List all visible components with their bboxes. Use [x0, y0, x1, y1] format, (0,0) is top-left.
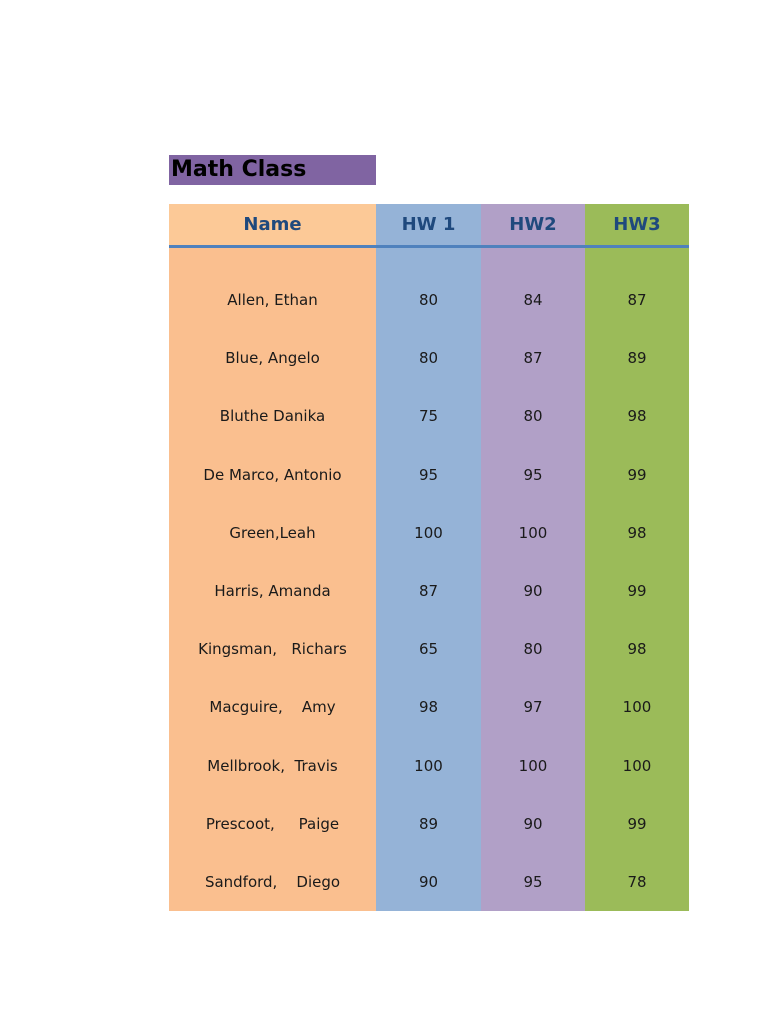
blank-row: [169, 248, 689, 271]
header-name[interactable]: Name: [169, 204, 376, 245]
student-name-cell[interactable]: Blue, Angelo: [169, 329, 376, 387]
header-hw1[interactable]: HW 1: [376, 204, 481, 245]
hw3-score-cell[interactable]: 100: [585, 737, 689, 795]
grades-table: [169, 204, 689, 911]
student-name-cell[interactable]: Prescoot, Paige: [169, 795, 376, 853]
hw2-score-cell[interactable]: 100: [481, 737, 585, 795]
table-row: [169, 446, 689, 504]
hw2-score-cell[interactable]: 97: [481, 678, 585, 736]
table-row: [169, 562, 689, 620]
hw2-score-cell[interactable]: 80: [481, 387, 585, 445]
blank-cell[interactable]: [169, 248, 376, 271]
hw1-score-cell[interactable]: 90: [376, 853, 481, 911]
hw2-score-cell[interactable]: 95: [481, 446, 585, 504]
student-name-cell[interactable]: Mellbrook, Travis: [169, 737, 376, 795]
hw1-score-cell[interactable]: 80: [376, 329, 481, 387]
student-name-cell[interactable]: Green,Leah: [169, 504, 376, 562]
hw1-score-cell[interactable]: 65: [376, 620, 481, 678]
hw1-score-cell[interactable]: 100: [376, 504, 481, 562]
table-row: [169, 329, 689, 387]
blank-cell[interactable]: [585, 248, 689, 271]
student-name-cell[interactable]: Kingsman, Richars: [169, 620, 376, 678]
table-row: [169, 387, 689, 445]
student-name-cell[interactable]: Sandford, Diego: [169, 853, 376, 911]
hw3-score-cell[interactable]: 99: [585, 795, 689, 853]
hw1-score-cell[interactable]: 100: [376, 737, 481, 795]
hw3-score-cell[interactable]: 99: [585, 562, 689, 620]
hw3-score-cell[interactable]: 99: [585, 446, 689, 504]
hw3-score-cell[interactable]: 100: [585, 678, 689, 736]
table-row: [169, 271, 689, 329]
table-row: [169, 620, 689, 678]
blank-cell[interactable]: [481, 248, 585, 271]
student-name-cell[interactable]: Bluthe Danika: [169, 387, 376, 445]
hw2-score-cell[interactable]: 90: [481, 562, 585, 620]
hw2-score-cell[interactable]: 90: [481, 795, 585, 853]
blank-cell[interactable]: [376, 248, 481, 271]
table-row: [169, 737, 689, 795]
hw1-score-cell[interactable]: 87: [376, 562, 481, 620]
hw3-score-cell[interactable]: 87: [585, 271, 689, 329]
hw3-score-cell[interactable]: 89: [585, 329, 689, 387]
hw3-score-cell[interactable]: 98: [585, 620, 689, 678]
hw3-score-cell[interactable]: 78: [585, 853, 689, 911]
table-row: [169, 853, 689, 911]
hw1-score-cell[interactable]: 75: [376, 387, 481, 445]
table-row: [169, 795, 689, 853]
hw1-score-cell[interactable]: 89: [376, 795, 481, 853]
student-name-cell[interactable]: Harris, Amanda: [169, 562, 376, 620]
hw3-score-cell[interactable]: 98: [585, 387, 689, 445]
hw2-score-cell[interactable]: 80: [481, 620, 585, 678]
hw3-score-cell[interactable]: 98: [585, 504, 689, 562]
table-header-row: [169, 204, 689, 248]
student-name-cell[interactable]: Macguire, Amy: [169, 678, 376, 736]
header-hw3[interactable]: HW3: [585, 204, 689, 245]
sheet-title: Math Class: [169, 155, 376, 185]
hw2-score-cell[interactable]: 84: [481, 271, 585, 329]
hw2-score-cell[interactable]: 100: [481, 504, 585, 562]
table-row: [169, 678, 689, 736]
hw1-score-cell[interactable]: 95: [376, 446, 481, 504]
hw1-score-cell[interactable]: 98: [376, 678, 481, 736]
hw1-score-cell[interactable]: 80: [376, 271, 481, 329]
table-row: [169, 504, 689, 562]
student-name-cell[interactable]: Allen, Ethan: [169, 271, 376, 329]
hw2-score-cell[interactable]: 87: [481, 329, 585, 387]
header-hw2[interactable]: HW2: [481, 204, 585, 245]
student-name-cell[interactable]: De Marco, Antonio: [169, 446, 376, 504]
hw2-score-cell[interactable]: 95: [481, 853, 585, 911]
